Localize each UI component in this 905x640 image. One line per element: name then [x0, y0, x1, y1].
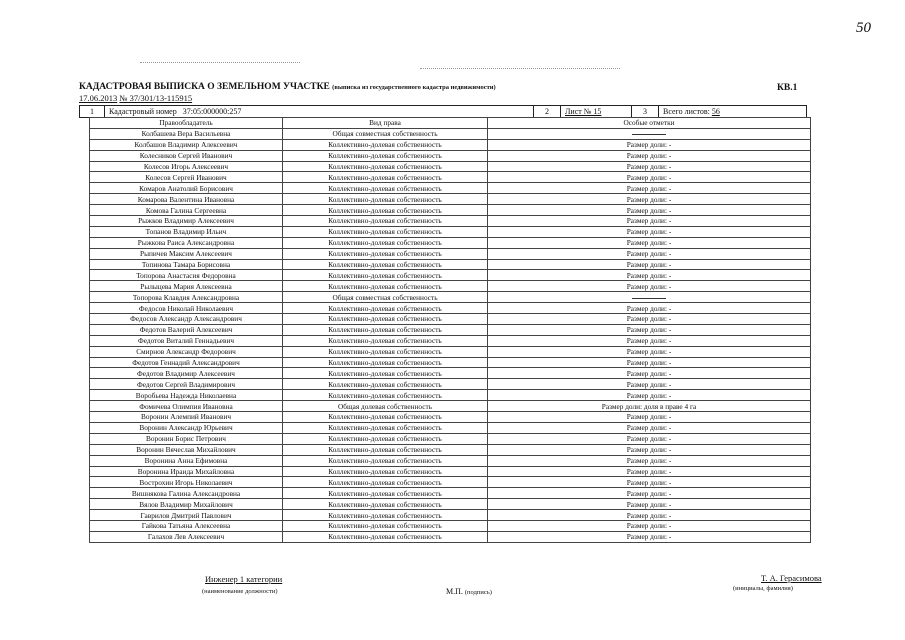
table-row — [90, 237, 811, 248]
total-cell — [659, 106, 807, 118]
owner-cell: Воронина Ираида Михайловна — [90, 466, 283, 477]
right-cell: Коллективно-долевая собственность — [283, 346, 488, 357]
table-body — [90, 128, 811, 542]
total-label: Всего листов: — [663, 107, 710, 116]
table-row — [90, 531, 811, 542]
note-cell: Размер доли: - — [488, 281, 811, 292]
note-cell: Размер доли: - — [488, 510, 811, 521]
table-row — [90, 433, 811, 444]
note-cell: Размер доли: - — [488, 488, 811, 499]
right-cell: Коллективно-долевая собственность — [283, 303, 488, 314]
owner-cell: Колбашов Владимир Алексеевич — [90, 139, 283, 150]
owner-cell: Воронин Алемпий Иванович — [90, 412, 283, 423]
table-row — [90, 477, 811, 488]
note-cell: Размер доли: доля в праве 4 га — [488, 401, 811, 412]
note-cell: Размер доли: - — [488, 346, 811, 357]
right-cell: Коллективно-долевая собственность — [283, 531, 488, 542]
owner-cell: Колесов Сергей Иванович — [90, 172, 283, 183]
col-3: 3 — [632, 106, 659, 118]
col-header-right: Вид права — [283, 118, 488, 129]
owner-cell: Топорова Клавдия Александровна — [90, 292, 283, 303]
note-cell: Размер доли: - — [488, 248, 811, 259]
owner-cell: Топинова Тамара Борисовна — [90, 259, 283, 270]
owner-cell: Воронина Анна Ефимовна — [90, 455, 283, 466]
note-cell: Размер доли: - — [488, 412, 811, 423]
right-cell: Коллективно-долевая собственность — [283, 335, 488, 346]
table-row — [90, 444, 811, 455]
right-cell: Коллективно-долевая собственность — [283, 237, 488, 248]
date-line — [79, 93, 192, 103]
table-header-row — [90, 118, 811, 129]
table-row — [90, 455, 811, 466]
table-row — [90, 183, 811, 194]
right-cell: Коллективно-долевая собственность — [283, 433, 488, 444]
owner-cell: Комова Галина Сергеевна — [90, 205, 283, 216]
sheet-cell — [561, 106, 632, 118]
table-row — [90, 139, 811, 150]
right-cell: Коллективно-долевая собственность — [283, 499, 488, 510]
table-row — [90, 161, 811, 172]
document-title — [79, 82, 496, 92]
right-cell: Общая долевая собственность — [283, 401, 488, 412]
note-cell: Размер доли: - — [488, 324, 811, 335]
col-header-owner: Правообладатель — [90, 118, 283, 129]
owner-cell: Федотов Геннадий Александрович — [90, 357, 283, 368]
owner-cell: Федотов Сергей Владимирович — [90, 379, 283, 390]
owner-cell: Федосов Александр Александрович — [90, 314, 283, 325]
right-cell: Коллективно-долевая собственность — [283, 150, 488, 161]
table-row — [90, 401, 811, 412]
table-row — [90, 379, 811, 390]
note-cell: Размер доли: - — [488, 422, 811, 433]
owner-cell: Воронин Борис Петрович — [90, 433, 283, 444]
col-header-notes: Особые отметки — [488, 118, 811, 129]
cadastral-label: Кадастровый номер — [109, 107, 177, 116]
owner-cell: Воробьева Надежда Николаевна — [90, 390, 283, 401]
table-row — [90, 390, 811, 401]
note-cell: Размер доли: - — [488, 270, 811, 281]
title-main: КАДАСТРОВАЯ ВЫПИСКА О ЗЕМЕЛЬНОМ УЧАСТКЕ — [79, 82, 330, 92]
note-cell: Размер доли: - — [488, 531, 811, 542]
note-cell: Размер доли: - — [488, 303, 811, 314]
table-row — [90, 346, 811, 357]
note-cell: Размер доли: - — [488, 314, 811, 325]
right-cell: Коллективно-долевая собственность — [283, 357, 488, 368]
owner-cell: Топорова Анастасия Федоровна — [90, 270, 283, 281]
note-cell: Размер доли: - — [488, 237, 811, 248]
page-number: 50 — [856, 20, 871, 36]
table-row — [90, 281, 811, 292]
right-cell: Коллективно-долевая собственность — [283, 270, 488, 281]
table-row — [90, 335, 811, 346]
note-cell: Размер доли: - — [488, 390, 811, 401]
table-row — [90, 248, 811, 259]
position-caption: (наименование должности) — [202, 588, 278, 595]
note-cell: Размер доли: - — [488, 455, 811, 466]
note-cell — [488, 128, 811, 139]
right-cell: Коллективно-долевая собственность — [283, 390, 488, 401]
right-cell: Коллективно-долевая собственность — [283, 248, 488, 259]
note-cell: Размер доли: - — [488, 226, 811, 237]
right-cell: Коллективно-долевая собственность — [283, 161, 488, 172]
table-row — [90, 259, 811, 270]
stamp-area — [446, 587, 492, 596]
owner-cell: Колбашева Вера Васильевна — [90, 128, 283, 139]
right-cell: Коллективно-долевая собственность — [283, 520, 488, 531]
table-row — [90, 216, 811, 227]
signer-caption: (инициалы, фамилия) — [733, 585, 793, 592]
note-cell: Размер доли: - — [488, 444, 811, 455]
scan-noise — [140, 62, 300, 64]
table-row — [90, 466, 811, 477]
owner-cell: Гайкова Татьяна Алексеевна — [90, 520, 283, 531]
owner-cell: Колесов Игорь Алексеевич — [90, 161, 283, 172]
right-cell: Коллективно-долевая собственность — [283, 422, 488, 433]
owners-table — [89, 117, 811, 543]
note-cell: Размер доли: - — [488, 466, 811, 477]
table-row — [90, 150, 811, 161]
note-cell: Размер доли: - — [488, 205, 811, 216]
table-row — [90, 412, 811, 423]
owner-cell: Федотов Виталий Геннадьевич — [90, 335, 283, 346]
table-row — [90, 520, 811, 531]
table-row — [90, 303, 811, 314]
owner-cell: Воронин Александр Юрьевич — [90, 422, 283, 433]
position-title: Инженер 1 категории — [205, 574, 283, 584]
owner-cell: Смирнов Александр Федорович — [90, 346, 283, 357]
right-cell: Коллективно-долевая собственность — [283, 379, 488, 390]
owner-cell: Федосов Николай Николаевич — [90, 303, 283, 314]
note-cell: Размер доли: - — [488, 335, 811, 346]
note-cell: Размер доли: - — [488, 433, 811, 444]
note-cell: Размер доли: - — [488, 520, 811, 531]
owner-cell: Воронин Вячеслав Михайлович — [90, 444, 283, 455]
right-cell: Коллективно-долевая собственность — [283, 183, 488, 194]
right-cell: Общая совместная собственность — [283, 128, 488, 139]
note-cell: Размер доли: - — [488, 379, 811, 390]
section-number: 1 — [80, 106, 105, 118]
owner-cell: Топанов Владимир Ильич — [90, 226, 283, 237]
owner-cell: Федотов Владимир Алексеевич — [90, 368, 283, 379]
table-row — [90, 499, 811, 510]
table-row — [90, 128, 811, 139]
table-row — [90, 314, 811, 325]
table-row — [90, 488, 811, 499]
cadastral-cell — [105, 106, 534, 118]
right-cell: Коллективно-долевая собственность — [283, 488, 488, 499]
stamp-caption: (подпись) — [464, 589, 492, 596]
extract-number: № 37/301/13-115915 — [119, 93, 193, 103]
col-2: 2 — [534, 106, 561, 118]
owner-cell: Вишнякова Галина Александровна — [90, 488, 283, 499]
right-cell: Коллективно-долевая собственность — [283, 314, 488, 325]
note-cell: Размер доли: - — [488, 368, 811, 379]
note-cell: Размер доли: - — [488, 139, 811, 150]
right-cell: Общая совместная собственность — [283, 292, 488, 303]
empty-dash — [632, 298, 666, 299]
note-cell: Размер доли: - — [488, 183, 811, 194]
sheet-label: Лист № 15 — [565, 107, 602, 116]
right-cell: Коллективно-долевая собственность — [283, 466, 488, 477]
right-cell: Коллективно-долевая собственность — [283, 205, 488, 216]
owner-cell: Фомичева Олимпия Ивановна — [90, 401, 283, 412]
right-cell: Коллективно-долевая собственность — [283, 226, 488, 237]
total-value: 56 — [711, 107, 720, 116]
table-row — [90, 422, 811, 433]
owner-cell: Вялов Владимир Михайлович — [90, 499, 283, 510]
note-cell — [488, 292, 811, 303]
note-cell: Размер доли: - — [488, 161, 811, 172]
form-code: КВ.1 — [777, 83, 798, 93]
right-cell: Коллективно-долевая собственность — [283, 444, 488, 455]
table-row — [90, 510, 811, 521]
right-cell: Коллективно-долевая собственность — [283, 172, 488, 183]
owner-cell: Комаров Анатолий Борисович — [90, 183, 283, 194]
right-cell: Коллективно-долевая собственность — [283, 368, 488, 379]
note-cell: Размер доли: - — [488, 499, 811, 510]
note-cell: Размер доли: - — [488, 477, 811, 488]
owner-cell: Рыпичев Максим Алексеевич — [90, 248, 283, 259]
table-row — [90, 172, 811, 183]
note-cell: Размер доли: - — [488, 357, 811, 368]
owner-cell: Федотов Валерий Алексеевич — [90, 324, 283, 335]
table-row — [90, 194, 811, 205]
table-row — [90, 357, 811, 368]
table-row — [90, 292, 811, 303]
note-cell: Размер доли: - — [488, 259, 811, 270]
owner-cell: Колесников Сергей Иванович — [90, 150, 283, 161]
signer-name: Т. А. Герасимова — [761, 573, 822, 583]
right-cell: Коллективно-долевая собственность — [283, 139, 488, 150]
owner-cell: Рылыцева Мария Алексеевна — [90, 281, 283, 292]
right-cell: Коллективно-долевая собственность — [283, 324, 488, 335]
note-cell: Размер доли: - — [488, 194, 811, 205]
right-cell: Коллективно-долевая собственность — [283, 281, 488, 292]
owner-cell: Комарова Валентина Ивановна — [90, 194, 283, 205]
table-row — [90, 324, 811, 335]
right-cell: Коллективно-долевая собственность — [283, 477, 488, 488]
owner-cell: Рыжков Владимир Алексеевич — [90, 216, 283, 227]
right-cell: Коллективно-долевая собственность — [283, 455, 488, 466]
note-cell: Размер доли: - — [488, 216, 811, 227]
table-row — [90, 368, 811, 379]
table-row — [90, 270, 811, 281]
extract-date: 17.06.2013 — [79, 93, 118, 103]
right-cell: Коллективно-долевая собственность — [283, 194, 488, 205]
right-cell: Коллективно-долевая собственность — [283, 510, 488, 521]
stamp-label: М.П. — [446, 587, 463, 596]
table-row — [90, 205, 811, 216]
table-row — [90, 226, 811, 237]
scan-noise — [420, 68, 620, 70]
title-sub: (выписка из государственного кадастра недвижимости) — [332, 84, 496, 91]
right-cell: Коллективно-долевая собственность — [283, 259, 488, 270]
empty-dash — [632, 134, 666, 135]
right-cell: Коллективно-долевая собственность — [283, 412, 488, 423]
owner-cell: Вострохин Игорь Николаевич — [90, 477, 283, 488]
cadastral-number: 37:05:000000:257 — [182, 107, 242, 116]
owner-cell: Галахов Лев Алексеевич — [90, 531, 283, 542]
note-cell: Размер доли: - — [488, 150, 811, 161]
owner-cell: Гаврилов Дмитрий Павлович — [90, 510, 283, 521]
note-cell: Размер доли: - — [488, 172, 811, 183]
owner-cell: Рыжкова Раиса Александровна — [90, 237, 283, 248]
right-cell: Коллективно-долевая собственность — [283, 216, 488, 227]
